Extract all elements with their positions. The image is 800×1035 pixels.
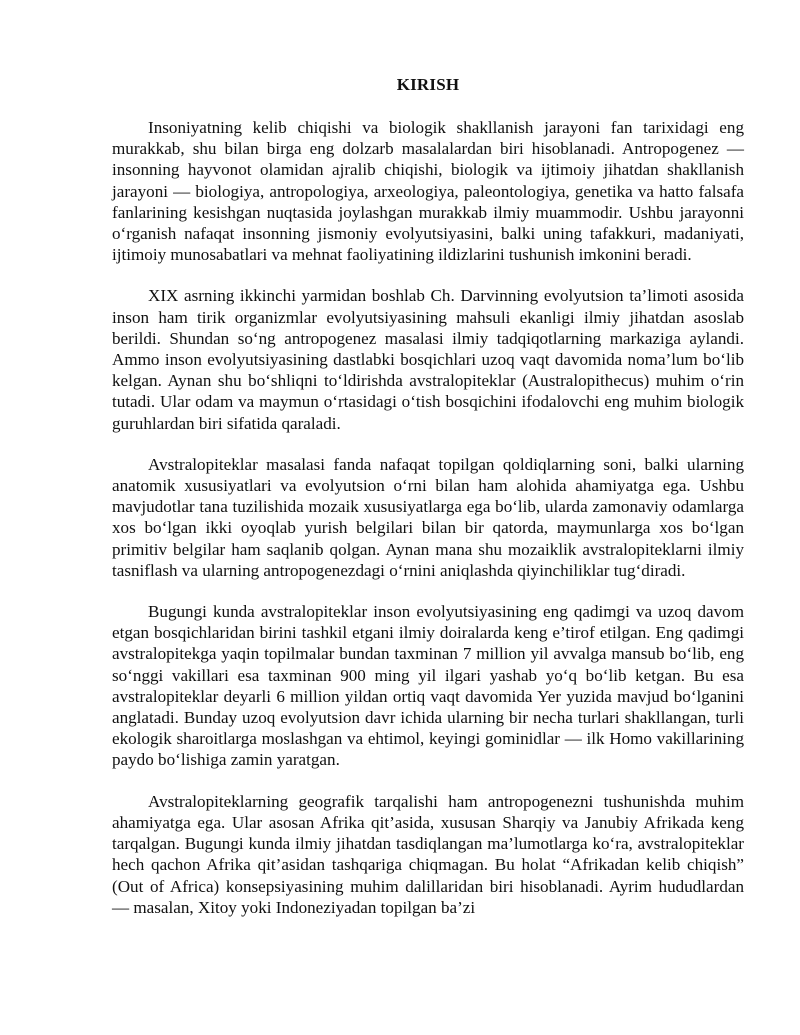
paragraph-4: Bugungi kunda avstralopiteklar inson evolyutsiyasining eng qadimgi va uzoq davom etgan bosqichlaridan birini tashkil etgani ilmiy doiralarda keng e’tirof etilgan. Eng qadimgi avstralopitekga yaqin topilmalar bundan taxminan 7 million yil avvalga mansub bo‘lib, eng so‘nggi vakillari esa taxminan 900 ming yil ilgari yashab yo‘q bo‘lib ketgan. Bu esa avstralopiteklar deyarli 6 million yildan ortiq vaqt davomida Yer yuzida mavjud bo‘lganini anglatadi. Bunday uzoq evolyutsion davr ichida ularning bir necha turlari shakllangan, turli ekologik sharoitlarga moslashgan va ehtimol, keyingi gominidlar — ilk Homo vakillarining paydo bo‘lishiga zamin yaratgan. (112, 602, 744, 770)
paragraph-2: XIX asrning ikkinchi yarmidan boshlab Ch. Darvinning evolyutsion ta’limoti asosida inson ham tirik organizmlar evolyutsiyasining mahsuli ekanligi ilmiy jihatdan asoslab berildi. Shundan so‘ng antropogenez masalasi ilmiy tadqiqotlarning markaziga aylandi. Ammo inson evolyutsiyasining dastlabki bosqichlari uzoq vaqt davomida noma’lum bo‘lib kelgan. Aynan shu bo‘shliqni to‘ldirishda avstralopiteklar (Australopithecus) muhim o‘rin tutadi. Ular odam va maymun o‘rtasidagi o‘tish bosqichini ifodalovchi eng muhim biologik guruhlardan biri sifatida qaraladi. (112, 286, 744, 433)
paragraph-1: Insoniyatning kelib chiqishi va biologik shakllanish jarayoni fan tarixidagi eng murakkab, shu bilan birga eng dolzarb masalalardan biri hisoblanadi. Antropogenez — insonning hayvonot olamidan ajralib chiqishi, biologik va ijtimoiy jihatdan shakllanish jarayoni — biologiya, antropologiya, arxeologiya, paleontologiya, genetika va hatto falsafa fanlarining kesishgan nuqtasida joylashgan murakkab ilmiy muammodir. Ushbu jarayonni o‘rganish nafaqat insonning jismoniy evolyutsiyasini, balki uning tafakkuri, madaniyati, ijtimoiy munosabatlari va mehnat faoliyatining ildizlarini tushunish imkonini beradi. (112, 118, 744, 265)
page-title: KIRISH (396, 75, 460, 94)
paragraph-5: Avstralopiteklarning geografik tarqalishi ham antropogenezni tushunishda muhim ahamiyatga ega. Ular asosan Afrika qit’asida, xususan Sharqiy va Janubiy Afrikada keng tarqalgan. Bugungi kunda ilmiy jihatdan tasdiqlangan ma’lumotlarga ko‘ra, avstralopiteklar hech qachon Afrika qit’asidan tashqariga chiqmagan. Bu holat “Afrikadan kelib chiqish” (Out of Africa) konsepsiyasining muhim dalillaridan biri hisoblanadi. Ayrim hududlardan — masalan, Xitoy yoki Indoneziyadan topilgan ba’zi (112, 791, 744, 917)
document-page (112, 74, 744, 938)
paragraph-3: Avstralopiteklar masalasi fanda nafaqat topilgan qoldiqlarning soni, balki ularning anatomik xususiyatlari va evolyutsion o‘rni bilan ham alohida ahamiyatga ega. Ushbu mavjudotlar tana tuzilishida mozaik xususiyatlarga ega bo‘lib, ularda zamonaviy odamlarga xos bo‘lgan ikki oyoqlab yurish belgilari bilan bir qatorda, maymunlarga xos bo‘lgan primitiv belgilar ham saqlanib qolgan. Aynan mana shu mozaiklik avstralopiteklarni ilmiy tasniflash va ularning antropogenezdagi o‘rnini aniqlashda qiyinchiliklar tug‘diradi. (112, 454, 744, 580)
